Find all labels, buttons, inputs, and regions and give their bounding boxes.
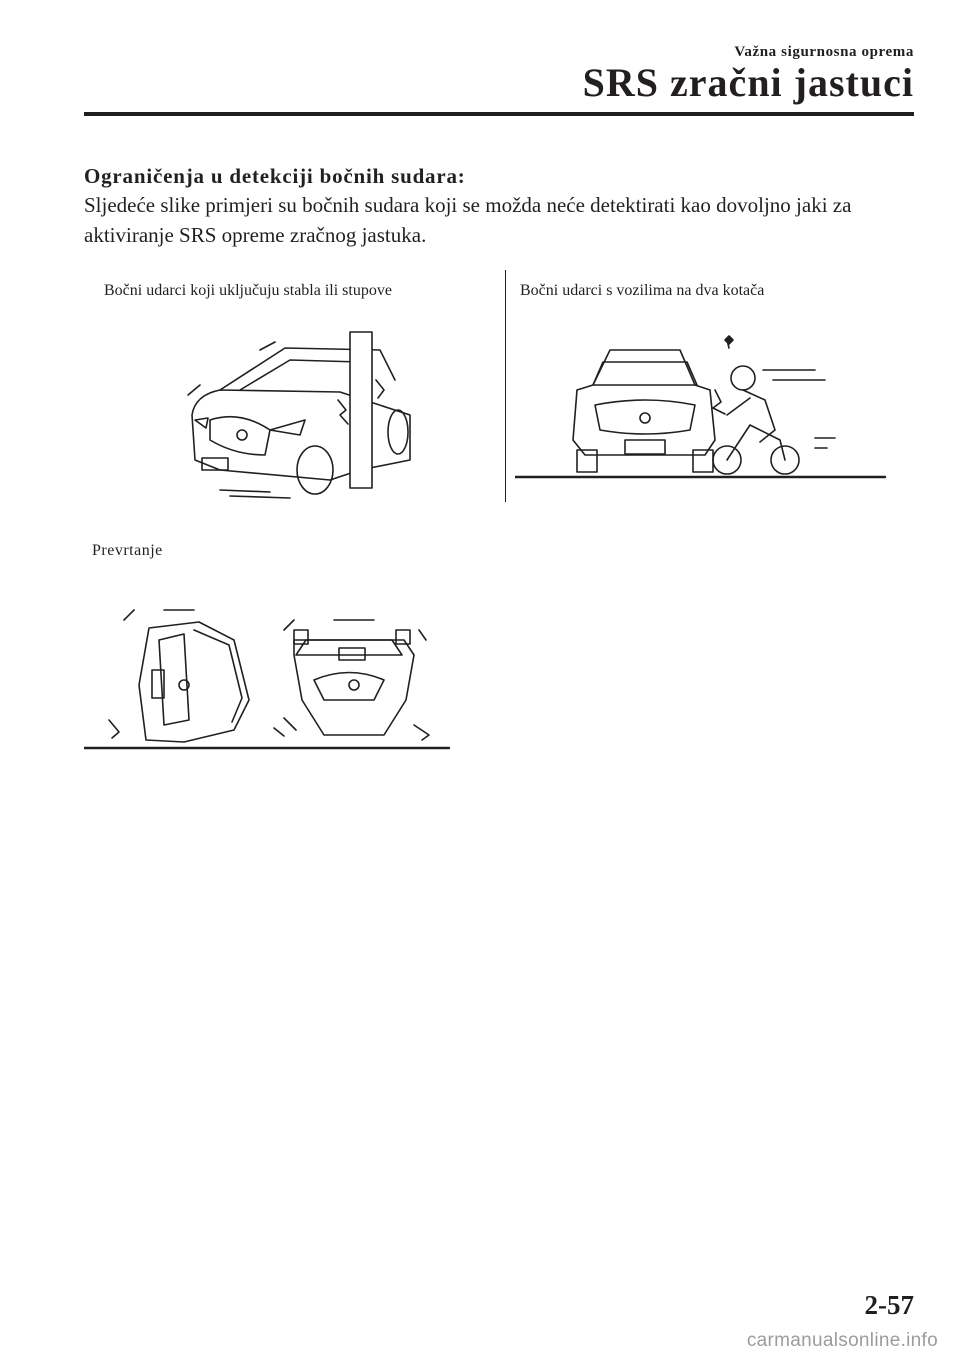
figure-caption-pole: Bočni udarci koji uključuju stabla ili stupove [104,282,392,299]
column-divider [505,270,506,502]
section-heading: Ograničenja u detekciji bočnih sudara: [84,164,466,188]
chapter-subtitle: Važna sigurnosna oprema [734,44,914,60]
page-number: 2-57 [864,1290,914,1320]
car-motorcycle-impact-illustration [515,330,890,485]
chapter-title: SRS zračni jastuci [582,60,914,105]
watermark-link[interactable]: carmanualsonline.info [746,1330,938,1351]
header-rule [84,112,914,116]
section-intro: Sljedeće slike primjeri su bočnih sudara koji se možda neće detektirati kao dovoljno jaki za aktiviranje SRS opreme zračnog jastuka. [84,193,852,247]
figure-caption-rollover: Prevrtanje [92,542,163,559]
car-rollover-illustration [84,600,454,752]
car-pole-impact-illustration [180,320,420,500]
figure-caption-motorcycle: Bočni udarci s vozilima na dva kotača [520,282,765,299]
